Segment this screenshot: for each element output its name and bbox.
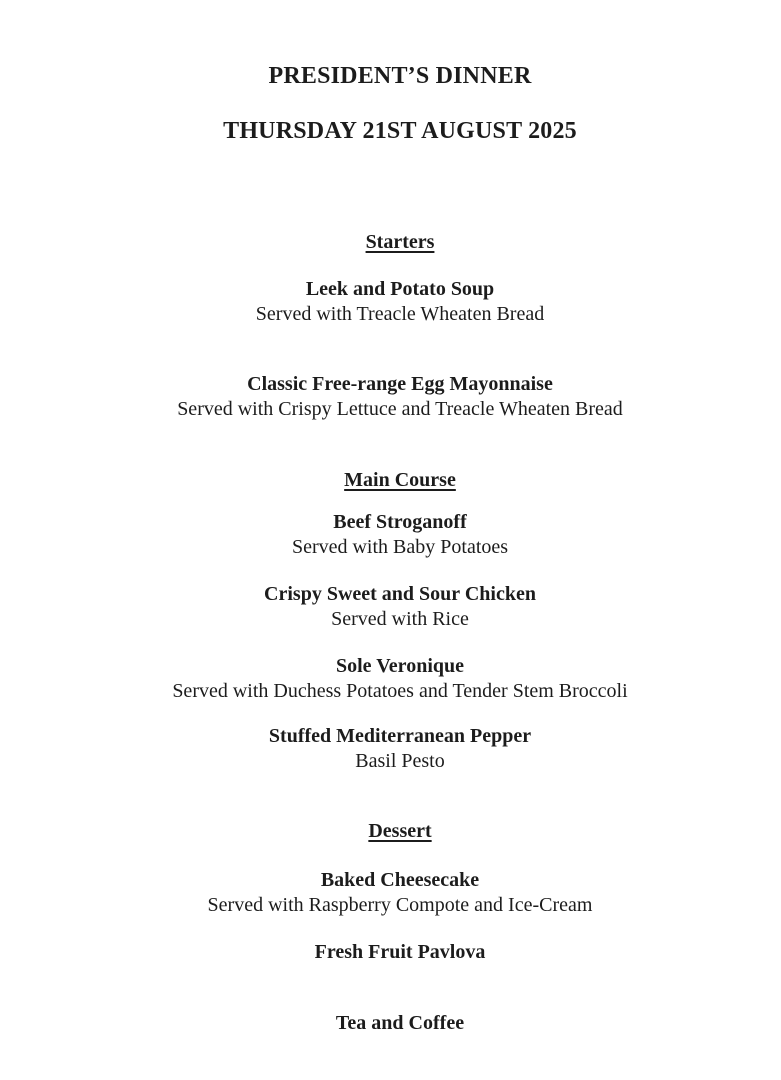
dish-description: Served with Raspberry Compote and Ice-Cream (207, 894, 593, 916)
section-main-course (19, 467, 781, 774)
dish-description: Served with Duchess Potatoes and Tender Stem Broccoli (172, 680, 628, 702)
dish-name: Leek and Potato Soup (305, 278, 495, 300)
dish-name: Sole Veronique (336, 655, 464, 677)
dish-name: Classic Free-range Egg Mayonnaise (247, 373, 553, 395)
closing-line: Tea and Coffee (335, 1012, 465, 1034)
dish-description: Served with Baby Potatoes (291, 536, 509, 558)
section-heading-starters: Starters (365, 231, 435, 253)
dish-name: Baked Cheesecake (320, 869, 480, 891)
menu-item-fresh-fruit-pavlova (19, 940, 781, 965)
section-dessert (19, 818, 781, 965)
dish-name: Fresh Fruit Pavlova (314, 941, 486, 963)
menu-title: PRESIDENT’S DINNER (268, 63, 532, 89)
dish-name: Beef Stroganoff (333, 511, 467, 533)
dish-description: Served with Crispy Lettuce and Treacle Wheaten Bread (177, 398, 623, 420)
menu-date: THURSDAY 21ST AUGUST 2025 (223, 118, 577, 144)
menu-item-baked-cheesecake (19, 868, 781, 918)
menu-item-sole-veronique (19, 654, 781, 704)
dish-description: Served with Treacle Wheaten Bread (255, 303, 545, 325)
menu-item-mediterranean-pepper (19, 724, 781, 774)
menu-item-sweet-and-sour-chicken (19, 582, 781, 632)
dish-description: Basil Pesto (355, 750, 445, 772)
dish-name: Crispy Sweet and Sour Chicken (264, 583, 536, 605)
menu-item-egg-mayonnaise (19, 372, 781, 422)
dish-description: Served with Rice (331, 608, 469, 630)
section-heading-main-course: Main Course (344, 469, 456, 491)
section-heading-dessert: Dessert (368, 820, 432, 842)
menu-item-leek-and-potato-soup (19, 277, 781, 327)
dish-name: Stuffed Mediterranean Pepper (268, 725, 532, 747)
menu-item-beef-stroganoff (19, 510, 781, 560)
section-starters (19, 229, 781, 422)
